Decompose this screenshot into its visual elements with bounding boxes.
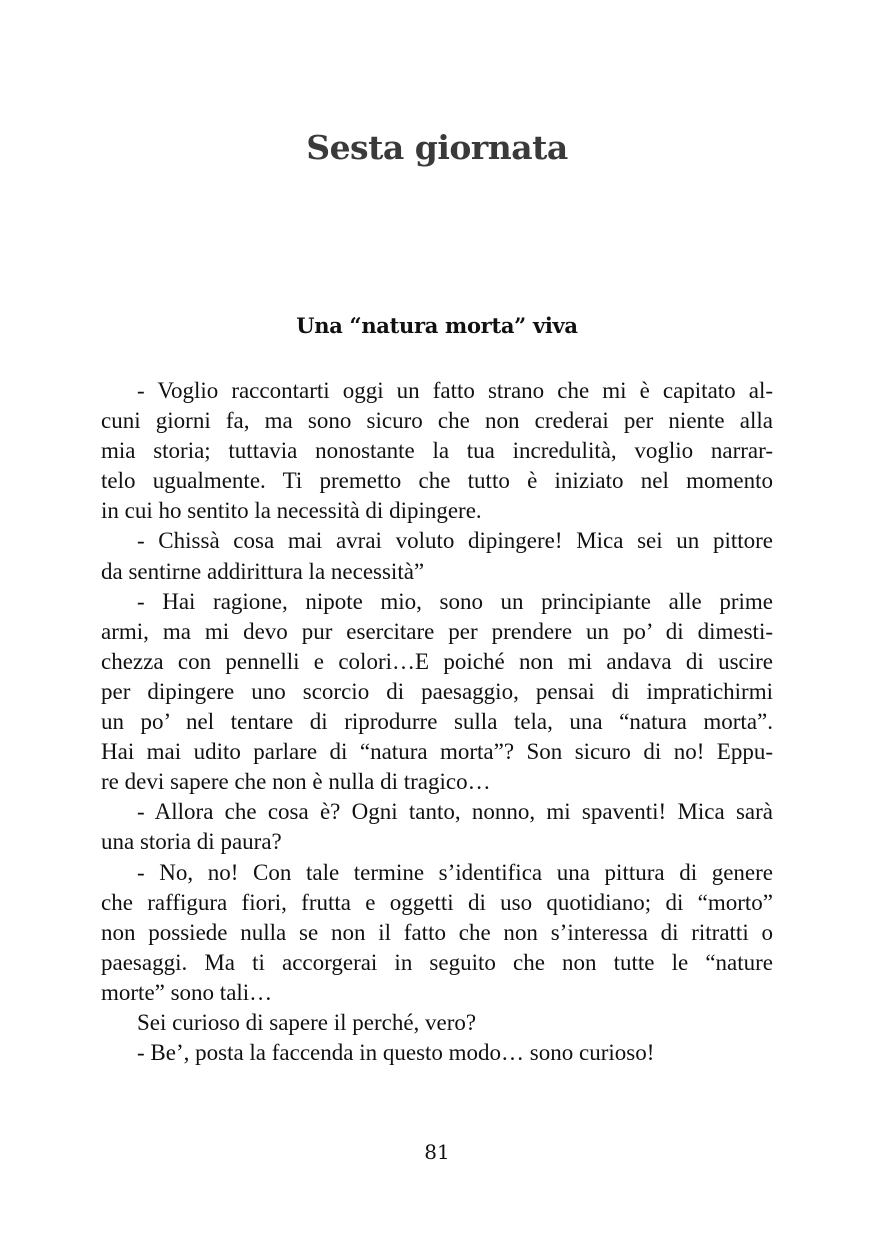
text-line: - Be’, posta la faccenda in questo modo… sono curioso! xyxy=(137,1040,655,1066)
text-line: telo ugualmente. Ti premetto che tutto è iniziato nel momento xyxy=(101,468,773,494)
text-line: non possiede nulla se non il fatto che non s’interessa di ritratti o xyxy=(101,919,773,945)
text-line: - Chissà cosa mai avrai voluto dipingere! Mica sei un pittore xyxy=(137,528,773,554)
text-line: - Allora che cosa è? Ogni tanto, nonno, mi spaventi! Mica sarà xyxy=(137,799,773,825)
text-line: in cui ho sentito la necessità di dipingere. xyxy=(101,498,482,524)
text-line: re devi sapere che non è nulla di tragico… xyxy=(101,769,491,795)
text-line: Sei curioso di sapere il perché, vero? xyxy=(137,1009,477,1035)
text-line: morte” sono tali… xyxy=(101,979,273,1005)
text-line: - No, no! Con tale termine s’identifica una pittura di genere xyxy=(137,859,773,885)
text-line: armi, ma mi devo pur esercitare per prendere un po’ di dimesti- xyxy=(101,618,773,644)
text-line: che raffigura fiori, frutta e oggetti di uso quotidiano; di “morto” xyxy=(101,889,773,915)
text-line: - Voglio raccontarti oggi un fatto strano che mi è capitato al- xyxy=(137,378,773,403)
text-line: per dipingere uno scorcio di paesaggio, pensai di impratichirmi xyxy=(101,678,773,704)
text-line: cuni giorni fa, ma sono sicuro che non crederai per niente alla xyxy=(101,408,773,434)
text-line: una storia di paura? xyxy=(101,829,282,855)
text-line: Hai mai udito parlare di “natura morta”? Son sicuro di no! Eppu- xyxy=(101,739,773,765)
text-line: chezza con pennelli e colori…E poiché non mi andava di uscire xyxy=(101,648,773,674)
text-line: da sentirne addirittura la necessità” xyxy=(101,558,425,584)
text-line: mia storia; tuttavia nonostante la tua incredulità, voglio narrar- xyxy=(101,438,773,464)
text-line: un po’ nel tentare di riprodurre sulla tela, una “natura morta”. xyxy=(101,709,773,735)
page-number: 81 xyxy=(424,1140,450,1164)
text-line: - Hai ragione, nipote mio, sono un principiante alle prime xyxy=(137,588,773,614)
section-title: Una “natura morta” viva xyxy=(296,313,578,338)
body-text xyxy=(101,376,773,1068)
text-line: paesaggi. Ma ti accorgerai in seguito che non tutte le “nature xyxy=(101,949,773,975)
chapter-title: Sesta giornata xyxy=(306,128,568,167)
